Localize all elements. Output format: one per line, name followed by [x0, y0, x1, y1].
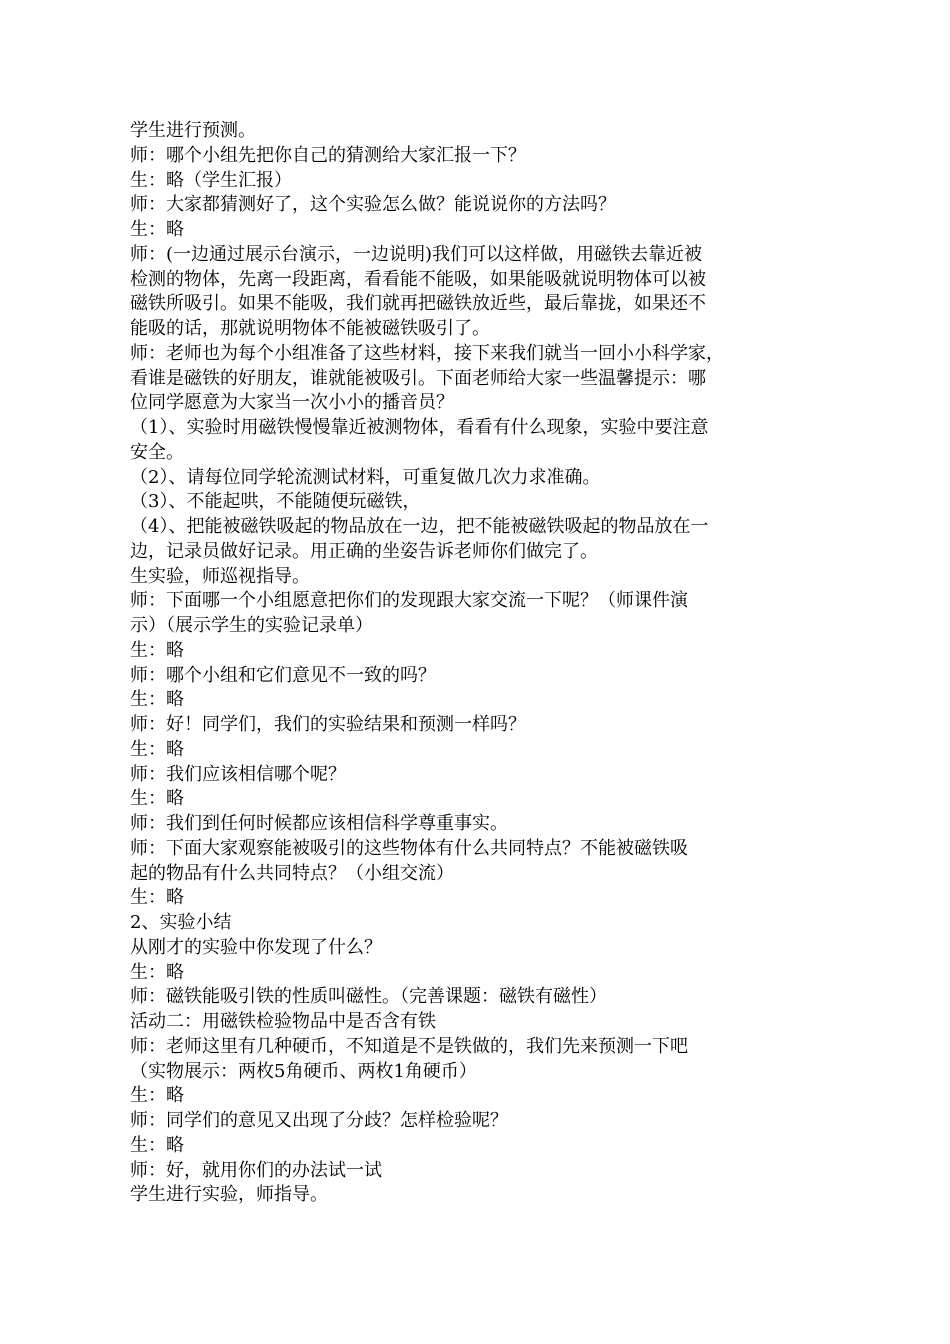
text-line: （2）、请每位同学轮流测试材料，可重复做几次力求准确。 [130, 466, 601, 488]
text-line: 起的物品有什么共同特点？（小组交流） [130, 862, 454, 884]
text-line: 示）（展示学生的实验记录单） [130, 615, 373, 636]
text-line: （4）、把能被磁铁吸起的物品放在一边，把不能被磁铁吸起的物品放在一 [130, 516, 709, 537]
text-line: 生：略 [130, 219, 184, 240]
document-body [130, 119, 830, 1208]
text-line: 边，记录员做好记录。用正确的坐姿告诉老师你们做完了。 [130, 540, 598, 562]
text-line: （实物展示：两枚5角硬币、两枚1角硬币） [130, 1060, 477, 1082]
text-line: 师：(一边通过展示台演示，一边说明)我们可以这样做，用磁铁去靠近被 [130, 243, 703, 265]
text-line: 位同学愿意为大家当一次小小的播音员？ [130, 392, 454, 414]
text-line: 能吸的话，那就说明物体不能被磁铁吸引了。 [130, 318, 490, 339]
text-line: 师：好，就用你们的办法试一试 [130, 1159, 382, 1181]
text-line: 师：磁铁能吸引铁的性质叫磁性。（完善课题：磁铁有磁性） [130, 986, 607, 1008]
text-line: 检测的物体，先离一段距离，看看能不能吸，如果能吸就说明物体可以被 [130, 268, 706, 290]
section-heading: 2、实验小结 [130, 912, 232, 933]
text-line: 安全。 [130, 441, 184, 463]
text-line: 磁铁所吸引。如果不能吸，我们就再把磁铁放近些，最后靠拢，如果还不 [130, 293, 706, 315]
activity-heading: 活动二：用磁铁检验物品中是否含有铁 [130, 1011, 436, 1032]
text-line: 师：下面大家观察能被吸引的这些物体有什么共同特点？不能被磁铁吸 [130, 837, 688, 859]
text-line: 师：哪个小组先把你自己的猜测给大家汇报一下？ [130, 144, 526, 166]
text-line: 师：下面哪一个小组愿意把你们的发现跟大家交流一下呢？（师课件演 [130, 590, 688, 612]
text-line: 看谁是磁铁的好朋友，谁就能被吸引。下面老师给大家一些温馨提示：哪 [130, 367, 706, 389]
text-line: （3）、不能起哄，不能随便玩磁铁， [130, 491, 421, 513]
text-line: 生实验，师巡视指导。 [130, 565, 310, 587]
text-line: 生：略（学生汇报） [130, 169, 292, 191]
text-line: 生：略 [130, 738, 184, 760]
text-line: 师：老师也为每个小组准备了这些材料，接下来我们就当一回小小科学家， [130, 342, 724, 364]
text-line: 师：我们到任何时候都应该相信科学尊重事实。 [130, 813, 508, 834]
text-line: 生：略 [130, 1134, 184, 1156]
text-line: 生：略 [130, 961, 184, 983]
text-line: 学生进行实验，师指导。 [130, 1184, 328, 1206]
text-line: 师：好！同学们，我们的实验结果和预测一样吗？ [130, 714, 526, 735]
text-line: 师：同学们的意见又出现了分歧？怎样检验呢？ [130, 1110, 508, 1131]
text-line: （1）、实验时用磁铁慢慢靠近被测物体，看看有什么现象，实验中要注意 [130, 417, 709, 438]
text-line: 生：略 [130, 639, 184, 661]
text-line: 师：大家都猜测好了，这个实验怎么做？能说说你的方法吗？ [130, 194, 616, 216]
text-line: 生：略 [130, 1085, 184, 1107]
text-line: 从刚才的实验中你发现了什么？ [130, 936, 382, 958]
text-line: 师：哪个小组和它们意见不一致的吗？ [130, 664, 436, 686]
text-line: 生：略 [130, 788, 184, 810]
text-line: 生：略 [130, 689, 184, 711]
text-line: 学生进行预测。 [130, 120, 256, 141]
text-line: 师：老师这里有几种硬币，不知道是不是铁做的，我们先来预测一下吧 [130, 1035, 688, 1057]
text-line: 师：我们应该相信哪个呢？ [130, 763, 346, 785]
text-line: 生：略 [130, 887, 184, 909]
